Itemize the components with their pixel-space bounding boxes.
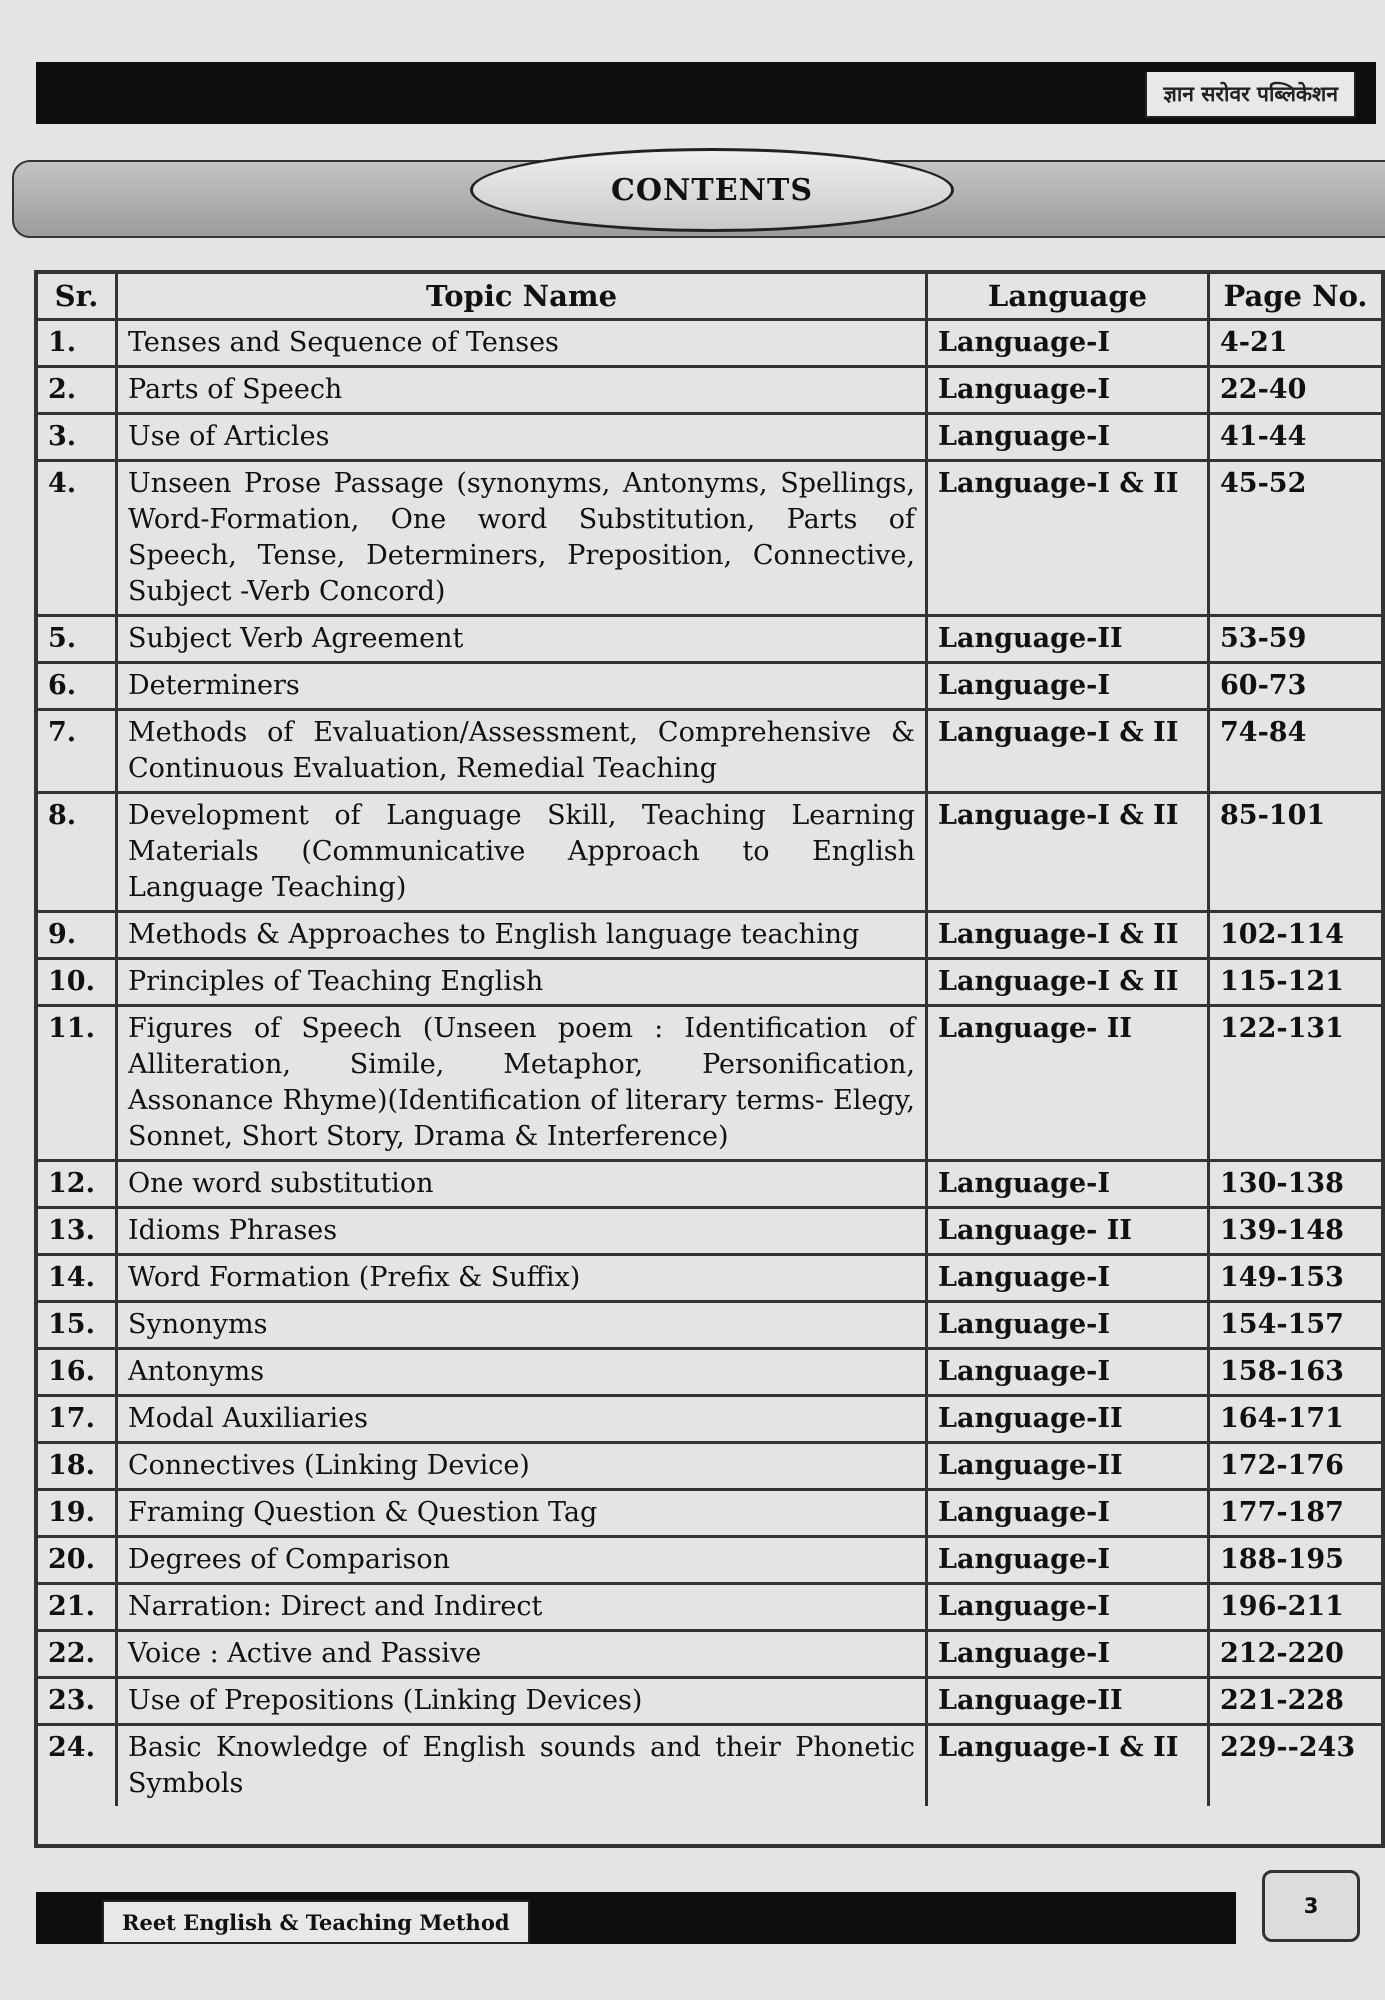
row-topic: Use of Prepositions (Linking Devices) [118, 1679, 928, 1723]
row-sr: 18. [38, 1444, 118, 1488]
row-language: Language-I [928, 1162, 1210, 1206]
row-language: Language-I [928, 321, 1210, 365]
row-language: Language-I & II [928, 462, 1210, 614]
row-topic: Methods & Approaches to English language teaching [118, 913, 928, 957]
table-row [38, 711, 1381, 794]
row-pages: 188-195 [1220, 1544, 1344, 1575]
table-row [38, 415, 1381, 462]
row-topic: Determiners [118, 664, 928, 708]
row-language: Language-I [928, 1256, 1210, 1300]
row-topic: Synonyms [118, 1303, 928, 1347]
row-topic: Connectives (Linking Device) [118, 1444, 928, 1488]
table-row [38, 1491, 1381, 1538]
row-pages: 221-228 [1220, 1685, 1344, 1716]
row-sr: 16. [38, 1350, 118, 1394]
row-pages: 149-153 [1220, 1262, 1344, 1293]
table-row [38, 1726, 1381, 1806]
table-row [38, 617, 1381, 664]
row-pages: 229--243 [1220, 1732, 1356, 1763]
row-topic: Antonyms [118, 1350, 928, 1394]
book-title: Reet English & Teaching Method [102, 1900, 530, 1944]
row-sr: 19. [38, 1491, 118, 1535]
row-topic: One word substitution [118, 1162, 928, 1206]
row-language: Language-I [928, 1350, 1210, 1394]
row-pages: 85-101 [1220, 800, 1326, 831]
row-topic: Voice : Active and Passive [118, 1632, 928, 1676]
row-pages: 4-21 [1220, 327, 1288, 358]
table-row [38, 664, 1381, 711]
row-pages: 41-44 [1220, 421, 1307, 452]
row-pages: 60-73 [1220, 670, 1307, 701]
row-sr: 21. [38, 1585, 118, 1629]
row-language: Language-I [928, 664, 1210, 708]
table-row [38, 913, 1381, 960]
row-topic: Principles of Teaching English [118, 960, 928, 1004]
row-language: Language-I [928, 368, 1210, 412]
row-sr: 6. [38, 664, 118, 708]
row-pages: 164-171 [1220, 1403, 1344, 1434]
row-language: Language-I [928, 1491, 1210, 1535]
table-row [38, 794, 1381, 913]
contents-table [34, 270, 1385, 1848]
row-language: Language-I [928, 1632, 1210, 1676]
row-pages: 45-52 [1220, 468, 1307, 499]
row-language: Language-I & II [928, 794, 1210, 910]
row-pages: 212-220 [1220, 1638, 1344, 1669]
row-sr: 11. [38, 1007, 118, 1159]
row-pages: 102-114 [1220, 919, 1344, 950]
row-pages: 154-157 [1220, 1309, 1344, 1340]
row-sr: 9. [38, 913, 118, 957]
column-header-sr: Sr. [38, 274, 118, 318]
row-pages: 115-121 [1220, 966, 1344, 997]
table-row [38, 1162, 1381, 1209]
table-row [38, 321, 1381, 368]
row-topic: Unseen Prose Passage (synonyms, Antonyms, Spellings, Word-Formation, One word Substitution, Parts of Speech, Tense, Determiners, Preposition, Connective, Subject -Verb Concord) [118, 462, 928, 614]
row-sr: 10. [38, 960, 118, 1004]
row-pages: 172-176 [1220, 1450, 1344, 1481]
row-pages: 74-84 [1220, 717, 1307, 748]
row-topic: Word Formation (Prefix & Suffix) [118, 1256, 928, 1300]
row-sr: 7. [38, 711, 118, 791]
row-language: Language-I [928, 1585, 1210, 1629]
column-header-language: Language [928, 274, 1210, 318]
column-header-topic: Topic Name [118, 274, 928, 318]
row-pages: 53-59 [1220, 623, 1307, 654]
row-language: Language-I [928, 1538, 1210, 1582]
row-topic: Parts of Speech [118, 368, 928, 412]
row-sr: 20. [38, 1538, 118, 1582]
row-language: Language-I & II [928, 1726, 1210, 1806]
row-sr: 12. [38, 1162, 118, 1206]
row-pages: 130-138 [1220, 1168, 1344, 1199]
row-sr: 3. [38, 415, 118, 459]
table-row [38, 462, 1381, 617]
row-language: Language-I [928, 415, 1210, 459]
row-language: Language-II [928, 1397, 1210, 1441]
row-sr: 2. [38, 368, 118, 412]
table-row [38, 960, 1381, 1007]
row-sr: 17. [38, 1397, 118, 1441]
row-topic: Modal Auxiliaries [118, 1397, 928, 1441]
row-pages: 22-40 [1220, 374, 1307, 405]
row-topic: Use of Articles [118, 415, 928, 459]
row-topic: Narration: Direct and Indirect [118, 1585, 928, 1629]
table-row [38, 1397, 1381, 1444]
row-pages: 158-163 [1220, 1356, 1344, 1387]
table-row [38, 1303, 1381, 1350]
table-row [38, 1256, 1381, 1303]
row-sr: 23. [38, 1679, 118, 1723]
table-row [38, 1632, 1381, 1679]
column-header-page: Page No. [1223, 279, 1368, 313]
page-number: 3 [1262, 1870, 1360, 1942]
row-topic: Basic Knowledge of English sounds and their Phonetic Symbols [118, 1726, 928, 1806]
row-topic: Degrees of Comparison [118, 1538, 928, 1582]
row-pages: 139-148 [1220, 1215, 1344, 1246]
table-row [38, 1585, 1381, 1632]
row-sr: 8. [38, 794, 118, 910]
row-language: Language-I & II [928, 711, 1210, 791]
row-topic: Subject Verb Agreement [118, 617, 928, 661]
row-sr: 24. [38, 1726, 118, 1806]
publisher-name: ज्ञान सरोवर पब्लिकेशन [1145, 72, 1356, 118]
row-sr: 14. [38, 1256, 118, 1300]
table-row [38, 1679, 1381, 1726]
row-language: Language-I & II [928, 960, 1210, 1004]
row-sr: 1. [38, 321, 118, 365]
row-language: Language- II [928, 1209, 1210, 1253]
row-language: Language-I [928, 1303, 1210, 1347]
contents-title: CONTENTS [470, 148, 954, 232]
bottom-band [36, 1892, 1236, 1944]
row-topic: Figures of Speech (Unseen poem : Identification of Alliteration, Simile, Metaphor, Personification, Assonance Rhyme)(Identification of literary terms- Elegy, Sonnet, Short Story, Drama & Interference) [118, 1007, 928, 1159]
row-topic: Idioms Phrases [118, 1209, 928, 1253]
table-row [38, 1209, 1381, 1256]
top-band [36, 62, 1376, 124]
row-language: Language-II [928, 1679, 1210, 1723]
row-topic: Tenses and Sequence of Tenses [118, 321, 928, 365]
row-topic: Methods of Evaluation/Assessment, Comprehensive & Continuous Evaluation, Remedial Teaching [118, 711, 928, 791]
table-header [38, 274, 1381, 321]
table-row [38, 1444, 1381, 1491]
row-language: Language- II [928, 1007, 1210, 1159]
row-language: Language-I & II [928, 913, 1210, 957]
table-row [38, 368, 1381, 415]
row-sr: 13. [38, 1209, 118, 1253]
row-sr: 22. [38, 1632, 118, 1676]
row-language: Language-II [928, 617, 1210, 661]
row-topic: Development of Language Skill, Teaching Learning Materials (Communicative Approach to English Language Teaching) [118, 794, 928, 910]
row-sr: 15. [38, 1303, 118, 1347]
row-pages: 177-187 [1220, 1497, 1344, 1528]
table-row [38, 1538, 1381, 1585]
row-language: Language-II [928, 1444, 1210, 1488]
table-row [38, 1350, 1381, 1397]
row-topic: Framing Question & Question Tag [118, 1491, 928, 1535]
row-pages: 196-211 [1220, 1591, 1344, 1622]
row-sr: 4. [38, 462, 118, 614]
row-pages: 122-131 [1220, 1013, 1344, 1044]
table-row [38, 1007, 1381, 1162]
row-sr: 5. [38, 617, 118, 661]
